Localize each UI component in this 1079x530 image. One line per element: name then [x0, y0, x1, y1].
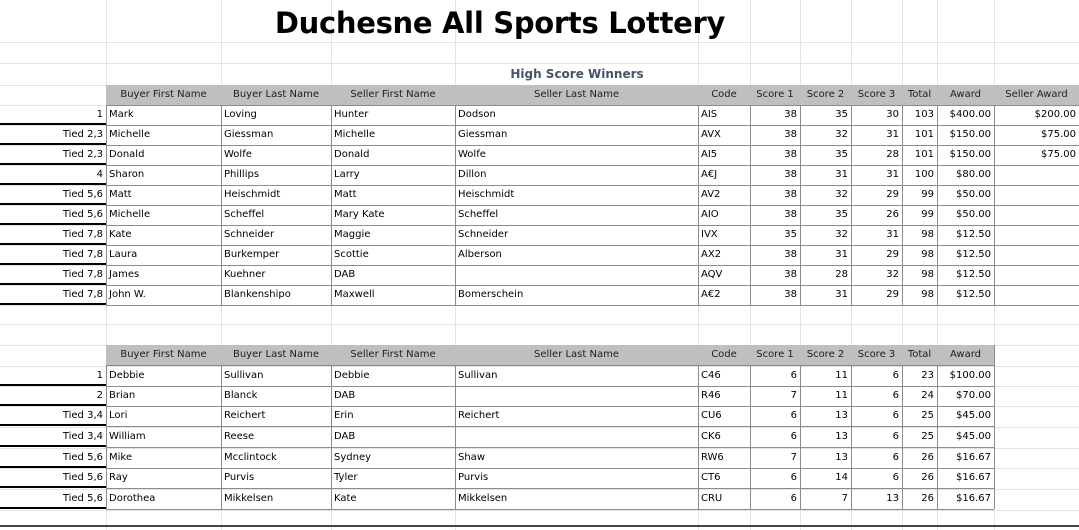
table-cell-code: AX2	[701, 249, 722, 260]
rank-cell: Tied 2,3	[0, 125, 106, 145]
table-cell-sfirst: DAB	[334, 269, 356, 280]
table-cell-slast: Sullivan	[458, 370, 498, 381]
table-cell-code: R46	[701, 390, 721, 401]
rank-cell: Tied 5,6	[0, 205, 106, 225]
table-cell-s1: 6	[790, 431, 797, 442]
rank-cell: Tied 7,8	[0, 245, 106, 265]
table-cell-sfirst: Larry	[334, 169, 360, 180]
table-cell-s2: 13	[835, 452, 848, 463]
table-cell-s2: 13	[835, 410, 848, 421]
table-cell-s3: 6	[892, 431, 899, 442]
table-cell-bfirst: James	[109, 269, 140, 280]
table-cell-bfirst: Laura	[109, 249, 138, 260]
column-header: Seller First Name	[331, 345, 455, 365]
table-cell-s1: 38	[784, 289, 797, 300]
table-cell-s2: 31	[835, 289, 848, 300]
table-cell-sfirst: Michelle	[334, 129, 376, 140]
table-cell-blast: Mcclintock	[224, 452, 277, 463]
sheet-title: Duchesne All Sports Lottery	[274, 6, 726, 40]
column-header: Award	[937, 85, 994, 105]
table-cell-code: CU6	[701, 410, 722, 421]
table-cell-s1: 38	[784, 129, 797, 140]
table-cell-sfirst: DAB	[334, 431, 356, 442]
table-cell-slast: Scheffel	[458, 209, 499, 220]
table-cell-blast: Phillips	[224, 169, 260, 180]
table-cell-blast: Giessman	[224, 129, 274, 140]
table-cell-s3: 6	[892, 452, 899, 463]
table-cell-s2: 13	[835, 431, 848, 442]
rank-cell: Tied 3,4	[0, 406, 106, 426]
table-cell-blast: Purvis	[224, 472, 255, 483]
table-cell-blast: Reichert	[224, 410, 266, 421]
table-cell-s2: 31	[835, 169, 848, 180]
table-cell-blast: Blanck	[224, 390, 258, 401]
table-cell-s1: 38	[784, 269, 797, 280]
table-cell-slast: Dodson	[458, 109, 496, 120]
table-cell-award: $150.00	[949, 129, 991, 140]
rank-cell: Tied 3,4	[0, 427, 106, 447]
table-cell-s2: 7	[841, 493, 848, 504]
table-cell-bfirst: Mark	[109, 109, 134, 120]
column-header: Score 2	[800, 85, 851, 105]
table-cell-code: AIS	[701, 109, 718, 120]
table-cell-award: $150.00	[949, 149, 991, 160]
table-cell-bfirst: William	[109, 431, 146, 442]
column-header: Total	[902, 85, 937, 105]
rank-cell: Tied 7,8	[0, 285, 106, 305]
table-cell-bfirst: Sharon	[109, 169, 145, 180]
table-cell-seller-award	[994, 205, 1079, 225]
table-cell-total: 23	[921, 370, 934, 381]
table-cell-award: $12.50	[956, 249, 991, 260]
table-cell-s1: 38	[784, 249, 797, 260]
table-cell-award: $16.67	[956, 493, 991, 504]
table-cell-blast: Loving	[224, 109, 257, 120]
table-cell-total: 98	[921, 229, 934, 240]
table-cell-bfirst: Brian	[109, 390, 136, 401]
table-cell-code: A€J	[701, 169, 718, 180]
column-header: Score 1	[750, 345, 800, 365]
table-cell-bfirst: Ray	[109, 472, 128, 483]
table-cell-bfirst: Michelle	[109, 209, 151, 220]
table-cell-bfirst: Lori	[109, 410, 128, 421]
table-cell-sfirst: Maxwell	[334, 289, 375, 300]
table-cell-seller-award: $200.00	[1034, 109, 1076, 120]
table-cell-total: 101	[914, 129, 934, 140]
table-cell-seller-award	[994, 285, 1079, 305]
table-cell-seller-award: $75.00	[1041, 149, 1076, 160]
column-header: Code	[698, 345, 750, 365]
table-cell-sfirst: Debbie	[334, 370, 370, 381]
table-cell-total: 24	[921, 390, 934, 401]
table-cell-award: $70.00	[956, 390, 991, 401]
column-header: Code	[698, 85, 750, 105]
table-cell-s1: 38	[784, 149, 797, 160]
table-cell-s3: 6	[892, 410, 899, 421]
table-cell-code: AI5	[701, 149, 718, 160]
table-cell-s1: 7	[790, 390, 797, 401]
rank-cell: Tied 5,6	[0, 185, 106, 205]
table-cell-code: AQV	[701, 269, 723, 280]
rank-cell: 1	[0, 366, 106, 386]
table-cell-code: CRU	[701, 493, 723, 504]
table-cell-s3: 31	[886, 129, 899, 140]
table-cell-total: 101	[914, 149, 934, 160]
table-cell-s2: 31	[835, 249, 848, 260]
table-cell-s3: 29	[886, 189, 899, 200]
table-cell-slast: Mikkelsen	[458, 493, 508, 504]
column-header: Score 2	[800, 345, 851, 365]
table-cell-seller-award	[994, 245, 1079, 265]
table-cell-sfirst: Sydney	[334, 452, 372, 463]
table-cell-s2: 28	[835, 269, 848, 280]
rank-cell: Tied 5,6	[0, 468, 106, 488]
table-cell-s2: 14	[835, 472, 848, 483]
table-cell-slast: Schneider	[458, 229, 509, 240]
table-cell-blast: Burkemper	[224, 249, 280, 260]
table-cell-s3: 6	[892, 472, 899, 483]
table-cell-bfirst: Donald	[109, 149, 145, 160]
table-cell-slast	[455, 265, 698, 285]
table-cell-code: AVX	[701, 129, 721, 140]
table-cell-s3: 31	[886, 169, 899, 180]
table-cell-s2: 11	[835, 390, 848, 401]
rank-cell: Tied 5,6	[0, 489, 106, 509]
column-header: Award	[937, 345, 994, 365]
rank-cell: 2	[0, 386, 106, 406]
table-cell-total: 26	[921, 452, 934, 463]
table-cell-s1: 6	[790, 472, 797, 483]
table-cell-total: 98	[921, 269, 934, 280]
table-cell-award: $16.67	[956, 452, 991, 463]
rank-cell: 1	[0, 105, 106, 125]
table-cell-sfirst: Erin	[334, 410, 354, 421]
table-cell-blast: Heischmidt	[224, 189, 281, 200]
rank-cell: Tied 5,6	[0, 448, 106, 468]
column-header: Buyer Last Name	[221, 345, 331, 365]
table-cell-s3: 30	[886, 109, 899, 120]
table-cell-s3: 6	[892, 390, 899, 401]
table-cell-s3: 29	[886, 289, 899, 300]
table-cell-bfirst: Dorothea	[109, 493, 156, 504]
table-cell-code: RW6	[701, 452, 724, 463]
table-cell-slast	[455, 427, 698, 447]
table-cell-award: $12.50	[956, 229, 991, 240]
table-cell-sfirst: Matt	[334, 189, 357, 200]
table-cell-s1: 6	[790, 410, 797, 421]
table-cell-s2: 32	[835, 189, 848, 200]
table-subtitle: High Score Winners	[510, 67, 644, 81]
rank-cell: Tied 7,8	[0, 265, 106, 285]
table-cell-award: $45.00	[956, 410, 991, 421]
table-cell-total: 103	[914, 109, 934, 120]
column-header: Score 3	[851, 85, 902, 105]
table-cell-s3: 32	[886, 269, 899, 280]
table-cell-total: 99	[921, 189, 934, 200]
table-cell-sfirst: Scottie	[334, 249, 369, 260]
table-cell-award: $50.00	[956, 209, 991, 220]
table-cell-code: AV2	[701, 189, 721, 200]
table-cell-s2: 32	[835, 129, 848, 140]
table-cell-s3: 26	[886, 209, 899, 220]
table-cell-s2: 35	[835, 149, 848, 160]
table-cell-award: $400.00	[949, 109, 991, 120]
column-header: Buyer First Name	[106, 345, 221, 365]
rank-cell: 4	[0, 165, 106, 185]
table-cell-slast: Shaw	[458, 452, 485, 463]
table-cell-total: 26	[921, 472, 934, 483]
column-header: Score 1	[750, 85, 800, 105]
bottom-border	[0, 525, 1079, 527]
table-cell-slast: Reichert	[458, 410, 500, 421]
table-cell-seller-award	[994, 265, 1079, 285]
table-cell-bfirst: Kate	[109, 229, 132, 240]
column-header: Buyer First Name	[106, 85, 221, 105]
table-cell-blast: Blankenshipo	[224, 289, 291, 300]
table-cell-bfirst: Mike	[109, 452, 132, 463]
table-cell-bfirst: Matt	[109, 189, 132, 200]
table-cell-blast: Kuehner	[224, 269, 266, 280]
table-cell-award: $50.00	[956, 189, 991, 200]
table-cell-s1: 35	[784, 229, 797, 240]
table-cell-code: C46	[701, 370, 721, 381]
column-header: Seller Last Name	[455, 85, 698, 105]
table-cell-seller-award	[994, 185, 1079, 205]
table-cell-blast: Reese	[224, 431, 255, 442]
table-cell-slast: Purvis	[458, 472, 489, 483]
column-header: Buyer Last Name	[221, 85, 331, 105]
table-cell-sfirst: Tyler	[334, 472, 358, 483]
table-cell-s2: 11	[835, 370, 848, 381]
table-cell-total: 100	[914, 169, 934, 180]
table-cell-total: 99	[921, 209, 934, 220]
table-cell-s3: 28	[886, 149, 899, 160]
table-cell-seller-award	[994, 225, 1079, 245]
table-cell-slast: Alberson	[458, 249, 502, 260]
table-cell-bfirst: Michelle	[109, 129, 151, 140]
column-header: Seller First Name	[331, 85, 455, 105]
table-cell-s3: 31	[886, 229, 899, 240]
table-cell-award: $12.50	[956, 269, 991, 280]
table-cell-s1: 38	[784, 189, 797, 200]
table-cell-award: $100.00	[949, 370, 991, 381]
table-cell-slast: Giessman	[458, 129, 508, 140]
table-cell-s3: 13	[886, 493, 899, 504]
table-cell-code: AIO	[701, 209, 719, 220]
table-cell-seller-award: $75.00	[1041, 129, 1076, 140]
table-cell-s2: 32	[835, 229, 848, 240]
table-cell-code: IVX	[701, 229, 718, 240]
table-cell-award: $80.00	[956, 169, 991, 180]
table-cell-s1: 6	[790, 493, 797, 504]
table-cell-total: 26	[921, 493, 934, 504]
rank-cell: Tied 2,3	[0, 145, 106, 165]
table-cell-seller-award	[994, 165, 1079, 185]
table-cell-slast: Dillon	[458, 169, 487, 180]
table-cell-slast: Wolfe	[458, 149, 486, 160]
table-cell-sfirst: Maggie	[334, 229, 371, 240]
table-cell-s1: 7	[790, 452, 797, 463]
table-cell-sfirst: Hunter	[334, 109, 369, 120]
table-cell-code: CK6	[701, 431, 721, 442]
table-cell-s3: 6	[892, 370, 899, 381]
table-cell-slast: Heischmidt	[458, 189, 515, 200]
table-cell-award: $16.67	[956, 472, 991, 483]
table-cell-code: A€2	[701, 289, 721, 300]
table-cell-blast: Schneider	[224, 229, 275, 240]
table-cell-sfirst: Mary Kate	[334, 209, 385, 220]
table-cell-code: CT6	[701, 472, 721, 483]
table-cell-s2: 35	[835, 209, 848, 220]
table-cell-sfirst: Kate	[334, 493, 357, 504]
table-cell-s1: 38	[784, 109, 797, 120]
column-header: Score 3	[851, 345, 902, 365]
table-cell-blast: Mikkelsen	[224, 493, 274, 504]
table-cell-blast: Wolfe	[224, 149, 252, 160]
column-header: Seller Last Name	[455, 345, 698, 365]
table-cell-s1: 38	[784, 169, 797, 180]
table-cell-bfirst: Debbie	[109, 370, 145, 381]
table-cell-sfirst: Donald	[334, 149, 370, 160]
table-cell-slast	[455, 386, 698, 406]
table-cell-blast: Sullivan	[224, 370, 264, 381]
table-cell-s3: 29	[886, 249, 899, 260]
column-header: Total	[902, 345, 937, 365]
table-cell-blast: Scheffel	[224, 209, 265, 220]
table-cell-bfirst: John W.	[109, 289, 146, 300]
table-cell-slast: Bomerschein	[458, 289, 524, 300]
table-cell-total: 98	[921, 289, 934, 300]
table-cell-total: 25	[921, 431, 934, 442]
column-header: Seller Award	[994, 85, 1079, 105]
table-cell-award: $45.00	[956, 431, 991, 442]
table-cell-total: 25	[921, 410, 934, 421]
table-cell-s2: 35	[835, 109, 848, 120]
table-cell-sfirst: DAB	[334, 390, 356, 401]
rank-cell: Tied 7,8	[0, 225, 106, 245]
table-cell-award: $12.50	[956, 289, 991, 300]
table-cell-total: 98	[921, 249, 934, 260]
table-cell-s1: 6	[790, 370, 797, 381]
table-cell-s1: 38	[784, 209, 797, 220]
